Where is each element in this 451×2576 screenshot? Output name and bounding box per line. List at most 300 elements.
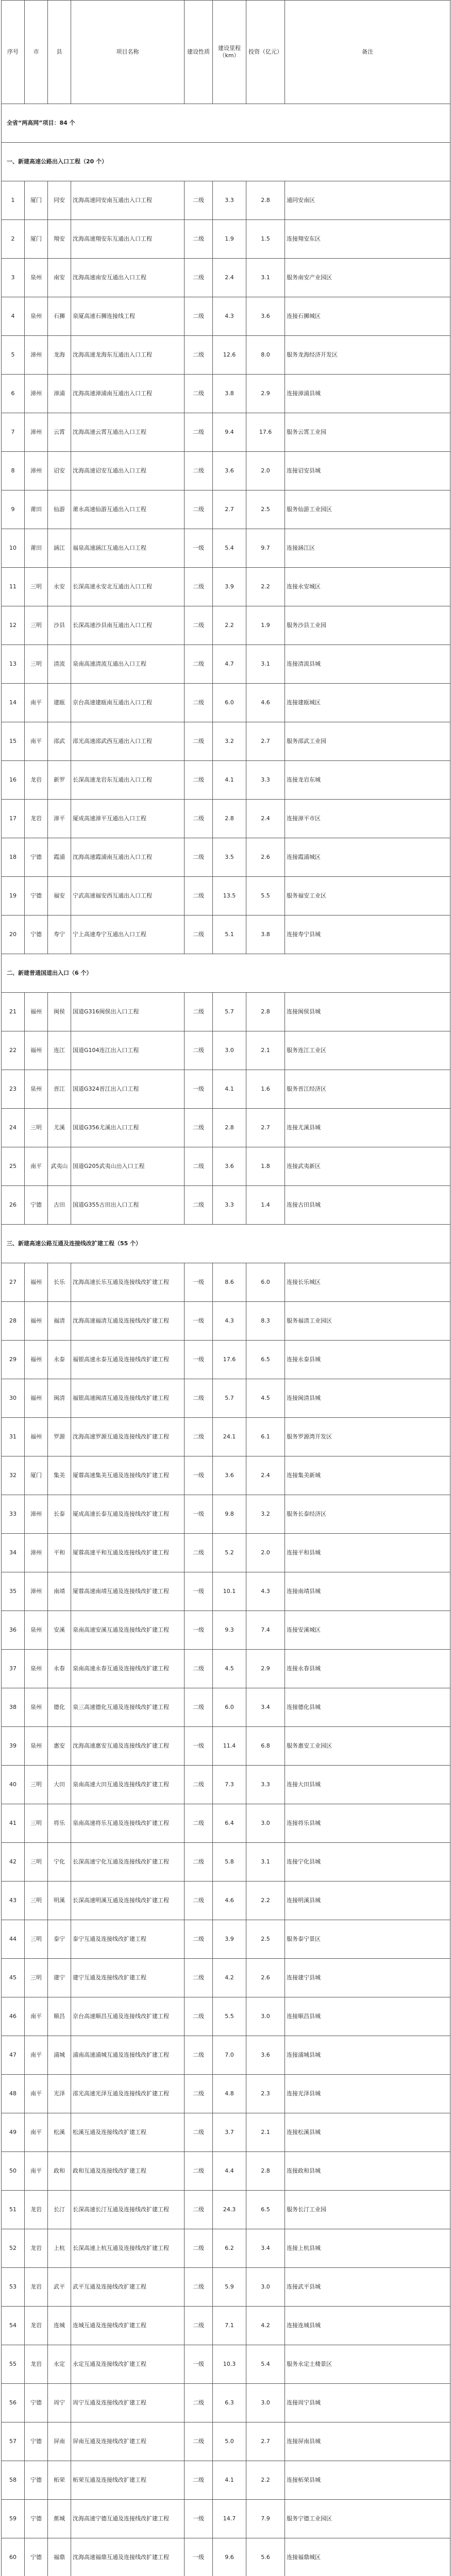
table-row	[2, 259, 450, 297]
row-length: 9.8	[213, 1495, 246, 1534]
row-investment: 2.7	[246, 1109, 285, 1147]
row-project: 武平互通及连接线改扩建工程	[71, 2268, 185, 2307]
table-row	[2, 1882, 450, 1920]
row-city: 龙岩	[25, 2345, 48, 2384]
row-project: 长深高速长汀互通及连接线改扩建工程	[71, 2191, 185, 2229]
row-nature: 二级	[185, 1650, 213, 1688]
row-length: 5.7	[213, 993, 246, 1031]
table-row	[2, 1727, 450, 1766]
row-project: 宁上高速寿宁互通出入口工程	[71, 916, 185, 954]
row-nature: 二级	[185, 993, 213, 1031]
row-nature: 二级	[185, 568, 213, 606]
col-remark: 备注	[285, 1, 450, 104]
table-row	[2, 2036, 450, 2075]
row-county: 平和	[48, 1534, 71, 1572]
row-index: 45	[2, 1959, 25, 1997]
row-investment: 2.1	[246, 1031, 285, 1070]
row-length: 3.3	[213, 1186, 246, 1225]
table-row	[2, 2075, 450, 2113]
table-row	[2, 1070, 450, 1109]
row-remark: 连接福鼎城区	[285, 2538, 450, 2576]
row-length: 5.1	[213, 916, 246, 954]
row-remark: 连接上杭县城	[285, 2229, 450, 2268]
row-project: 建宁互通及连接线改扩建工程	[71, 1959, 185, 1997]
row-remark: 连接寿宁县城	[285, 916, 450, 954]
row-city: 漳州	[25, 1572, 48, 1611]
row-investment: 2.9	[246, 375, 285, 413]
row-length: 5.7	[213, 1379, 246, 1418]
row-county: 柘荣	[48, 2461, 71, 2500]
row-county: 翔安	[48, 220, 71, 259]
row-investment: 2.8	[246, 2152, 285, 2191]
col-nature: 建设性质	[185, 1, 213, 104]
row-county: 沙县	[48, 606, 71, 645]
row-index: 15	[2, 722, 25, 761]
row-investment: 2.6	[246, 1959, 285, 1997]
row-index: 49	[2, 2113, 25, 2152]
row-index: 2	[2, 220, 25, 259]
row-length: 7.1	[213, 2307, 246, 2345]
row-county: 将乐	[48, 1804, 71, 1843]
row-remark: 连接霞浦城区	[285, 838, 450, 877]
row-length: 9.4	[213, 413, 246, 452]
row-remark: 服务仙游工业园区	[285, 490, 450, 529]
row-nature: 二级	[185, 297, 213, 336]
row-remark: 服务罗源湾开发区	[285, 1418, 450, 1456]
row-investment: 3.4	[246, 1688, 285, 1727]
row-county: 松溪	[48, 2113, 71, 2152]
row-index: 22	[2, 1031, 25, 1070]
row-investment: 2.1	[246, 2113, 285, 2152]
row-county: 龙海	[48, 336, 71, 375]
row-investment: 6.1	[246, 1418, 285, 1456]
row-investment: 3.0	[246, 1997, 285, 2036]
row-city: 龙岩	[25, 2307, 48, 2345]
row-investment: 2.2	[246, 1882, 285, 1920]
row-city: 三明	[25, 645, 48, 684]
row-investment: 2.7	[246, 2422, 285, 2461]
row-nature: 二级	[185, 838, 213, 877]
row-nature: 二级	[185, 2229, 213, 2268]
row-city: 泉州	[25, 297, 48, 336]
row-nature: 二级	[185, 722, 213, 761]
row-length: 2.4	[213, 259, 246, 297]
row-investment: 9.7	[246, 529, 285, 568]
row-length: 4.3	[213, 297, 246, 336]
row-remark: 连接武平县城	[285, 2268, 450, 2307]
row-investment: 17.6	[246, 413, 285, 452]
row-city: 福州	[25, 993, 48, 1031]
row-remark: 服务晋江经济区	[285, 1070, 450, 1109]
row-length: 5.9	[213, 2268, 246, 2307]
row-index: 10	[2, 529, 25, 568]
table-row	[2, 1534, 450, 1572]
table-row	[2, 800, 450, 838]
row-investment: 3.6	[246, 297, 285, 336]
row-nature: 二级	[185, 1109, 213, 1147]
row-remark: 连接永春县城	[285, 1650, 450, 1688]
row-nature: 二级	[185, 375, 213, 413]
row-index: 36	[2, 1611, 25, 1650]
row-nature: 二级	[185, 1186, 213, 1225]
row-length: 1.9	[213, 220, 246, 259]
row-length: 5.4	[213, 529, 246, 568]
row-length: 17.6	[213, 1341, 246, 1379]
row-investment: 3.1	[246, 259, 285, 297]
row-remark: 连接松溪县城	[285, 2113, 450, 2152]
table-row	[2, 568, 450, 606]
row-city: 福州	[25, 1263, 48, 1302]
row-city: 宁德	[25, 2461, 48, 2500]
table-row	[2, 684, 450, 722]
row-remark: 连接明溪县城	[285, 1882, 450, 1920]
row-project: 泉南高速安溪互通及连接线改扩建工程	[71, 1611, 185, 1650]
table-row	[2, 1186, 450, 1225]
row-index: 31	[2, 1418, 25, 1456]
row-length: 3.9	[213, 1920, 246, 1959]
row-investment: 2.4	[246, 800, 285, 838]
row-nature: 一级	[185, 2538, 213, 2576]
row-remark: 连接永安城区	[285, 568, 450, 606]
row-length: 24.1	[213, 1418, 246, 1456]
row-remark: 连接浦城县城	[285, 2036, 450, 2075]
row-investment: 3.3	[246, 761, 285, 800]
row-remark: 连接漳浦县城	[285, 375, 450, 413]
row-city: 三明	[25, 1882, 48, 1920]
col-index: 序号	[2, 1, 25, 104]
row-county: 永安	[48, 568, 71, 606]
table-row	[2, 1688, 450, 1727]
row-length: 3.9	[213, 568, 246, 606]
table-row	[2, 645, 450, 684]
row-investment: 3.8	[246, 916, 285, 954]
row-remark: 连接永泰县城	[285, 1341, 450, 1379]
row-investment: 2.9	[246, 1650, 285, 1688]
row-city: 三明	[25, 1843, 48, 1882]
row-project: 泉厦高速石狮连接线工程	[71, 297, 185, 336]
row-index: 7	[2, 413, 25, 452]
row-length: 4.4	[213, 2152, 246, 2191]
row-city: 南平	[25, 722, 48, 761]
table-row	[2, 2500, 450, 2538]
row-project: 连城互通及连接线改扩建工程	[71, 2307, 185, 2345]
row-index: 8	[2, 452, 25, 490]
row-index: 50	[2, 2152, 25, 2191]
row-remark: 连接连城县城	[285, 2307, 450, 2345]
row-index: 60	[2, 2538, 25, 2576]
row-city: 三明	[25, 1109, 48, 1147]
row-index: 13	[2, 645, 25, 684]
row-nature: 二级	[185, 761, 213, 800]
row-county: 闽清	[48, 1379, 71, 1418]
row-index: 48	[2, 2075, 25, 2113]
row-investment: 8.0	[246, 336, 285, 375]
table-row	[2, 1804, 450, 1843]
row-investment: 2.6	[246, 838, 285, 877]
row-remark: 连接建瓯城区	[285, 684, 450, 722]
row-index: 24	[2, 1109, 25, 1147]
row-nature: 一级	[185, 1611, 213, 1650]
row-index: 56	[2, 2384, 25, 2422]
row-investment: 2.0	[246, 1534, 285, 1572]
row-length: 10.3	[213, 2345, 246, 2384]
row-project: 永定互通及连接线改扩建工程	[71, 2345, 185, 2384]
row-index: 40	[2, 1766, 25, 1804]
row-county: 光泽	[48, 2075, 71, 2113]
row-project: 周宁互通及连接线改扩建工程	[71, 2384, 185, 2422]
row-city: 三明	[25, 606, 48, 645]
table-row	[2, 916, 450, 954]
row-county: 泰宁	[48, 1920, 71, 1959]
row-nature: 二级	[185, 2036, 213, 2075]
row-city: 宁德	[25, 2500, 48, 2538]
row-nature: 二级	[185, 1418, 213, 1456]
row-city: 宁德	[25, 838, 48, 877]
table-row	[2, 1650, 450, 1688]
row-index: 9	[2, 490, 25, 529]
row-index: 14	[2, 684, 25, 722]
col-project: 项目名称	[71, 1, 185, 104]
row-index: 25	[2, 1147, 25, 1186]
row-city: 漳州	[25, 375, 48, 413]
row-index: 46	[2, 1997, 25, 2036]
row-length: 2.8	[213, 1109, 246, 1147]
row-project: 泉南高速大田互通及连接线改扩建工程	[71, 1766, 185, 1804]
row-county: 长汀	[48, 2191, 71, 2229]
row-city: 泉州	[25, 259, 48, 297]
row-length: 3.6	[213, 452, 246, 490]
row-city: 三明	[25, 1959, 48, 1997]
row-county: 永春	[48, 1650, 71, 1688]
row-length: 4.7	[213, 645, 246, 684]
table-row	[2, 2229, 450, 2268]
row-county: 上杭	[48, 2229, 71, 2268]
row-project: 京台高速建瓯南互通出入口工程	[71, 684, 185, 722]
row-city: 福州	[25, 1379, 48, 1418]
row-project: 国道G205武夷山出入口工程	[71, 1147, 185, 1186]
row-investment: 2.8	[246, 181, 285, 220]
row-city: 南平	[25, 2075, 48, 2113]
table-row	[2, 2307, 450, 2345]
row-index: 1	[2, 181, 25, 220]
row-index: 39	[2, 1727, 25, 1766]
section-label: 三、新建高速公路互通及连接线改扩建工程（55 个）	[2, 1225, 450, 1263]
row-project: 福银高速闽清互通及连接线改扩建工程	[71, 1379, 185, 1418]
row-county: 大田	[48, 1766, 71, 1804]
row-project: 沈海高速罗源互通及连接线改扩建工程	[71, 1418, 185, 1456]
row-project: 泉南高速永春互通及连接线改扩建工程	[71, 1650, 185, 1688]
row-nature: 二级	[185, 2268, 213, 2307]
row-length: 2.7	[213, 490, 246, 529]
row-county: 同安	[48, 181, 71, 220]
row-remark: 连接古田县城	[285, 1186, 450, 1225]
row-city: 漳州	[25, 413, 48, 452]
row-investment: 3.0	[246, 2268, 285, 2307]
row-city: 南平	[25, 2113, 48, 2152]
row-county: 南靖	[48, 1572, 71, 1611]
section-label: 全省“两高网”项目：84 个	[2, 104, 450, 143]
row-investment: 6.5	[246, 1341, 285, 1379]
row-project: 沈海高速宁德互通及连接线改扩建工程	[71, 2500, 185, 2538]
row-city: 宁德	[25, 916, 48, 954]
row-county: 惠安	[48, 1727, 71, 1766]
row-index: 26	[2, 1186, 25, 1225]
table-row	[2, 606, 450, 645]
row-project: 沈海高速龙海东互通出入口工程	[71, 336, 185, 375]
row-city: 漳州	[25, 1534, 48, 1572]
row-length: 6.3	[213, 2384, 246, 2422]
row-length: 4.6	[213, 1882, 246, 1920]
row-length: 7.0	[213, 2036, 246, 2075]
row-city: 泉州	[25, 1688, 48, 1727]
row-index: 16	[2, 761, 25, 800]
table-row	[2, 2152, 450, 2191]
row-remark: 连接南靖县城	[285, 1572, 450, 1611]
row-nature: 一级	[185, 1495, 213, 1534]
row-length: 4.1	[213, 1070, 246, 1109]
table-row	[2, 490, 450, 529]
row-nature: 二级	[185, 2152, 213, 2191]
row-project: 沈海高速惠安互通及连接线改扩建工程	[71, 1727, 185, 1766]
row-nature: 二级	[185, 490, 213, 529]
table-row	[2, 1379, 450, 1418]
row-county: 屏南	[48, 2422, 71, 2461]
table-row	[2, 1997, 450, 2036]
row-nature: 一级	[185, 1263, 213, 1302]
row-city: 龙岩	[25, 761, 48, 800]
row-investment: 2.0	[246, 452, 285, 490]
row-project: 柘荣互通及连接线改扩建工程	[71, 2461, 185, 2500]
row-remark: 连接顺昌县城	[285, 1997, 450, 2036]
row-length: 6.2	[213, 2229, 246, 2268]
table-row	[2, 529, 450, 568]
row-project: 屏南互通及连接线改扩建工程	[71, 2422, 185, 2461]
row-index: 28	[2, 1302, 25, 1341]
row-index: 18	[2, 838, 25, 877]
row-index: 29	[2, 1341, 25, 1379]
row-project: 沈海高速南安互通出入口工程	[71, 259, 185, 297]
row-county: 邵武	[48, 722, 71, 761]
row-county: 石狮	[48, 297, 71, 336]
row-length: 24.3	[213, 2191, 246, 2229]
row-county: 建瓯	[48, 684, 71, 722]
row-length: 2.2	[213, 606, 246, 645]
row-city: 三明	[25, 568, 48, 606]
table-row	[2, 375, 450, 413]
row-county: 集美	[48, 1456, 71, 1495]
row-investment: 6.5	[246, 2191, 285, 2229]
row-investment: 3.4	[246, 2229, 285, 2268]
table-row	[2, 1920, 450, 1959]
table-row	[2, 2268, 450, 2307]
row-county: 漳浦	[48, 375, 71, 413]
table-row	[2, 1341, 450, 1379]
row-remark: 连接涵江区	[285, 529, 450, 568]
row-city: 厦门	[25, 220, 48, 259]
row-index: 41	[2, 1804, 25, 1843]
row-remark: 服务宁德工业园区	[285, 2500, 450, 2538]
table-row	[2, 1263, 450, 1302]
table-row	[2, 1302, 450, 1341]
row-nature: 二级	[185, 2191, 213, 2229]
row-length: 4.1	[213, 2461, 246, 2500]
row-nature: 二级	[185, 1147, 213, 1186]
row-nature: 一级	[185, 2500, 213, 2538]
row-remark: 连接石狮城区	[285, 297, 450, 336]
row-county: 政和	[48, 2152, 71, 2191]
row-nature: 二级	[185, 1959, 213, 1997]
row-project: 厦蓉高速平和互通及连接线改扩建工程	[71, 1534, 185, 1572]
row-index: 54	[2, 2307, 25, 2345]
row-project: 沈海高速诏安互通出入口工程	[71, 452, 185, 490]
row-investment: 3.0	[246, 1804, 285, 1843]
section-row	[2, 1225, 450, 1263]
row-county: 蕉城	[48, 2500, 71, 2538]
row-county: 长泰	[48, 1495, 71, 1534]
row-remark: 连接周宁县城	[285, 2384, 450, 2422]
row-city: 泉州	[25, 1727, 48, 1766]
row-investment: 1.6	[246, 1070, 285, 1109]
row-city: 龙岩	[25, 800, 48, 838]
row-investment: 7.4	[246, 1611, 285, 1650]
row-project: 福泉高速涵江互通出入口工程	[71, 529, 185, 568]
row-project: 泉三高速德化互通及连接线改扩建工程	[71, 1688, 185, 1727]
row-city: 莆田	[25, 490, 48, 529]
row-project: 长深高速明溪互通及连接线改扩建工程	[71, 1882, 185, 1920]
row-county: 永定	[48, 2345, 71, 2384]
row-remark: 连接集美新城	[285, 1456, 450, 1495]
row-city: 泉州	[25, 1611, 48, 1650]
row-index: 43	[2, 1882, 25, 1920]
row-city: 福州	[25, 1031, 48, 1070]
row-investment: 7.9	[246, 2500, 285, 2538]
row-project: 沈海高速福清互通及连接线改扩建工程	[71, 1302, 185, 1341]
row-county: 寿宁	[48, 916, 71, 954]
row-city: 宁德	[25, 1186, 48, 1225]
row-index: 44	[2, 1920, 25, 1959]
row-project: 厦蓉高速南靖互通及连接线改扩建工程	[71, 1572, 185, 1611]
row-project: 沈海高速同安南互通出入口工程	[71, 181, 185, 220]
row-city: 南平	[25, 1147, 48, 1186]
table-row	[2, 1611, 450, 1650]
row-remark: 服务惠安工业园区	[285, 1727, 450, 1766]
row-remark: 服务龙海经济开发区	[285, 336, 450, 375]
row-county: 永泰	[48, 1341, 71, 1379]
row-county: 宁化	[48, 1843, 71, 1882]
row-investment: 3.1	[246, 1843, 285, 1882]
row-nature: 二级	[185, 1688, 213, 1727]
row-length: 4.1	[213, 761, 246, 800]
row-project: 国道G316闽侯出入口工程	[71, 993, 185, 1031]
row-nature: 一级	[185, 529, 213, 568]
row-investment: 2.3	[246, 2075, 285, 2113]
header-row	[2, 1, 450, 104]
row-remark: 连接将乐县城	[285, 1804, 450, 1843]
section-row	[2, 143, 450, 181]
row-county: 武夷山	[48, 1147, 71, 1186]
row-county: 顺昌	[48, 1997, 71, 2036]
row-city: 南平	[25, 684, 48, 722]
row-remark: 服务南安产业园区	[285, 259, 450, 297]
row-county: 南安	[48, 259, 71, 297]
table-row	[2, 2461, 450, 2500]
row-project: 泰宁互通及连接线改扩建工程	[71, 1920, 185, 1959]
table-row	[2, 838, 450, 877]
row-city: 宁德	[25, 2384, 48, 2422]
row-remark: 服务福安工业区	[285, 877, 450, 916]
row-nature: 二级	[185, 220, 213, 259]
row-investment: 4.6	[246, 684, 285, 722]
